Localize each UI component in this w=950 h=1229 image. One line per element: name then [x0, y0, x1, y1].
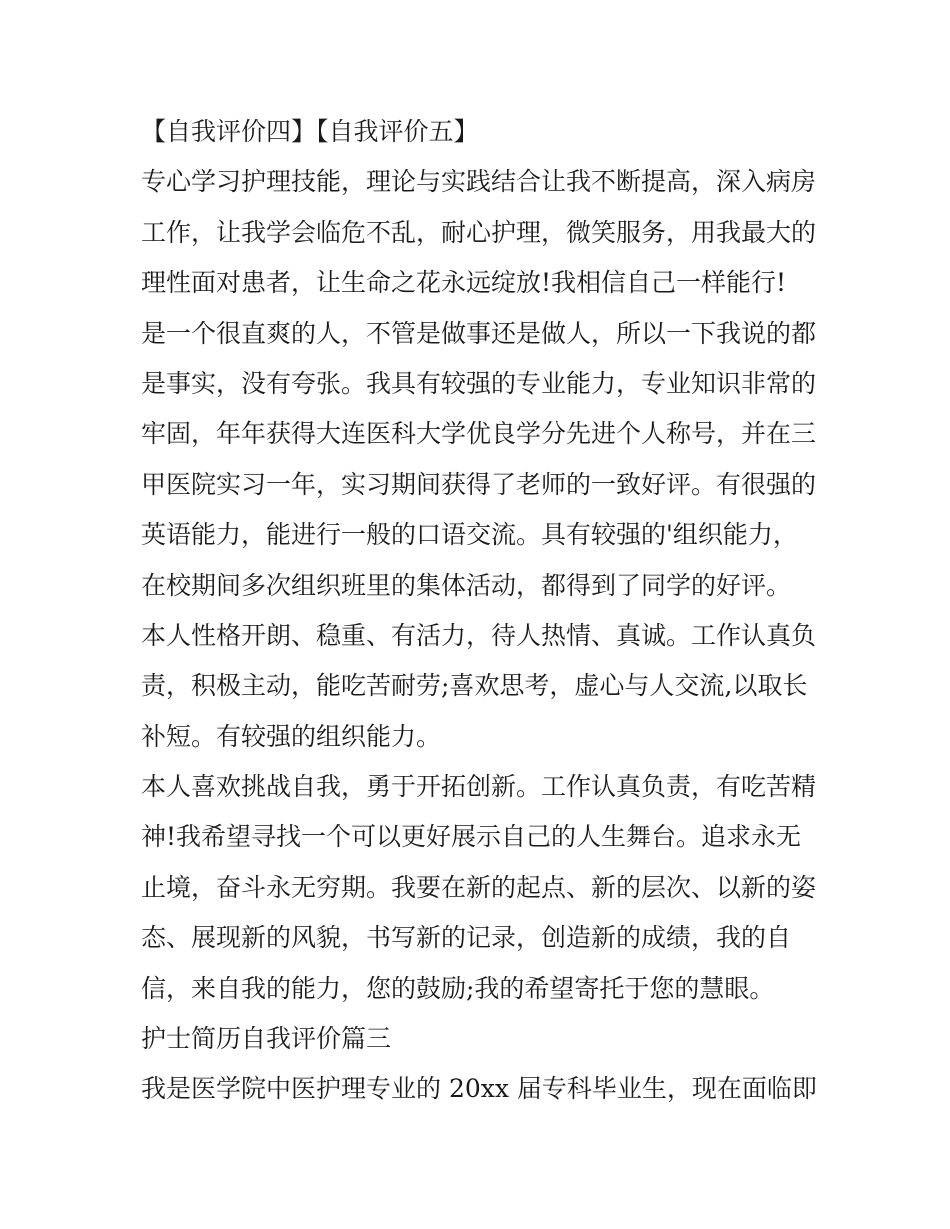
text-line-17: 信，来自我的能力，您的鼓励;我的希望寄托于您的慧眼。 [141, 973, 775, 1003]
text-line-1: 专心学习护理技能，理论与实践结合让我不断提高，深入病房 [141, 167, 817, 197]
text-line-10: 本人性格开朗、稳重、有活力，待人热情、真诚。工作认真负 [141, 620, 817, 650]
text-line-3: 理性面对患者，让生命之花永远绽放!我相信自己一样能行! [141, 268, 787, 298]
text-line-4: 是一个很直爽的人，不管是做事还是做人，所以一下我说的都 [141, 318, 817, 348]
text-line-19: 我是医学院中医护理专业的 20xx 届专科毕业生，现在面临即 [141, 1074, 817, 1104]
text-line-5: 是事实，没有夸张。我具有较强的专业能力，专业知识非常的 [141, 368, 817, 398]
text-line-12: 补短。有较强的组织能力。 [141, 721, 442, 751]
subsection-title: 护士简历自我评价篇三 [141, 1024, 392, 1054]
text-line-11: 责，积极主动，能吃苦耐劳;喜欢思考，虚心与人交流,以取长 [141, 671, 808, 701]
text-line-13: 本人喜欢挑战自我，勇于开拓创新。工作认真负责，有吃苦精 [141, 772, 817, 802]
document-body [141, 107, 821, 1115]
text-line-8: 英语能力，能进行一般的口语交流。具有较强的'组织能力， [141, 520, 798, 550]
text-line-9: 在校期间多次组织班里的集体活动，都得到了同学的好评。 [141, 570, 792, 600]
text-line-15: 止境，奋斗永无穷期。我要在新的起点、新的层次、以新的姿 [141, 872, 817, 902]
section-header: 【自我评价四】【自我评价五】 [141, 117, 479, 146]
text-line-7: 甲医院实习一年，实习期间获得了老师的一致好评。有很强的 [141, 469, 817, 499]
text-line-14: 神!我希望寻找一个可以更好展示自己的人生舞台。追求永无 [141, 822, 802, 852]
text-line-2: 工作，让我学会临危不乱，耐心护理，微笑服务，用我最大的 [141, 217, 817, 247]
text-line-16: 态、展现新的风貌，书写新的记录，创造新的成绩，我的自 [141, 923, 792, 953]
text-line-6: 牢固，年年获得大连医科大学优良学分先进个人称号，并在三 [141, 419, 817, 449]
